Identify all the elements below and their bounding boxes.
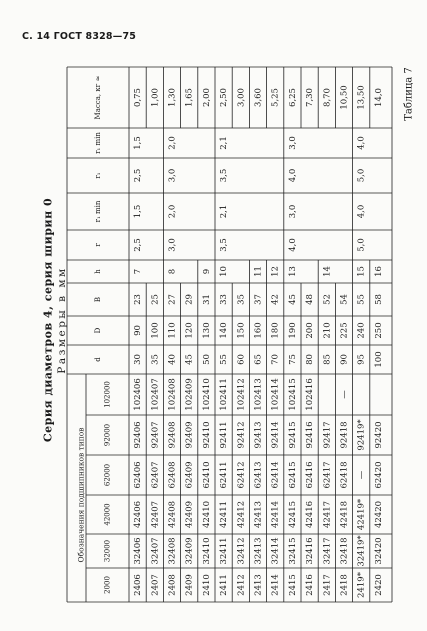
column-header: Масса, кг ≈ [94,75,102,120]
table-cell: 62413 [253,461,264,489]
table-cell: 32410 [201,537,212,565]
table-cell: 32417 [322,537,333,565]
table-cell: 32416 [305,537,316,565]
table-cell: 102416 [305,378,316,411]
table-cell: 32411 [219,537,230,565]
table-cell: 48 [305,294,316,305]
table-cell: 102407 [150,378,161,411]
table-cell: 90 [339,354,350,365]
table-cell: 14,0 [373,88,384,107]
table-cell: 30 [133,354,144,365]
table-cell: 55 [356,294,367,305]
table-cell: — [339,390,350,399]
table-cell: 42409 [184,500,195,529]
table-cell: 0,75 [133,88,144,107]
table-cell: 92413 [253,421,264,449]
table-cell: 12 [270,266,281,277]
table-cell: 92419* [356,419,367,451]
table-cell: 1,5 [133,204,144,219]
table-cell: 32413 [253,537,264,565]
table-cell: 31 [201,294,212,305]
table-cell: 2407 [150,574,161,596]
table-cell: 42420 [373,500,384,529]
table-cell: 62412 [236,461,247,489]
column-header: D [94,327,102,334]
table-cell: 1,00 [150,88,161,107]
table-cell: 3,5 [219,168,230,183]
table-cell: 45 [287,294,298,305]
table-cell: 42415 [287,500,298,529]
table-cell: 85 [322,354,333,365]
table-cell: 102411 [219,378,230,411]
table-cell: 92416 [305,421,316,449]
table-cell: 92417 [322,421,333,449]
table-cell: 1,30 [167,88,178,107]
table-cell: 3,60 [253,88,264,107]
table-cell: 2409 [184,574,195,596]
table-cell: 10,50 [339,85,350,110]
table-cell: 13 [287,266,298,277]
table-cell: 130 [201,322,212,339]
table-cell: 62409 [184,461,195,489]
table-cell: 45 [184,354,195,365]
table-cell: 100 [150,322,161,339]
table-cell: 2,0 [167,204,178,219]
table-cell: 35 [236,294,247,305]
table-cell: 3,00 [236,88,247,107]
table-cell: 58 [373,294,384,305]
table-cell: 62414 [270,461,281,489]
table-cell: 32409 [184,537,195,565]
table-cell: 2410 [201,574,212,596]
table-cell: 32418 [339,537,350,565]
table-cell: 62407 [150,461,161,489]
table-cell: 92418 [339,421,350,449]
table-cell: 92408 [167,421,178,449]
table-cell: 2,5 [133,168,144,183]
table-cell: 60 [236,354,247,365]
table-cell: 35 [150,354,161,365]
table-cell: 240 [356,322,367,339]
table-cell: 4,0 [356,204,367,219]
table-cell: 102415 [287,378,298,411]
column-header: B [94,296,102,303]
table-cell: — [356,470,367,480]
table-cell: 11 [253,266,264,277]
table-cell: 25 [150,294,161,305]
table-cell: 42406 [133,500,144,529]
table-cell: 62406 [133,461,144,489]
table-cell: 140 [219,322,230,339]
table-cell: 102408 [167,378,178,411]
table-cell: 42417 [322,500,333,529]
table-cell: 4,0 [287,168,298,183]
table-cell: 3,5 [219,238,230,252]
table-cell: 2406 [133,574,144,596]
table-cell: 15 [356,266,367,277]
table-cell: 92407 [150,421,161,449]
table-cell: 102410 [201,378,212,411]
table-cell: 32412 [236,537,247,565]
table-cell: 102406 [133,378,144,411]
table-cell: 2417 [322,574,333,596]
table-cell: 37 [253,294,264,305]
table-cell: 2413 [253,574,264,596]
table-cell: 42419* [356,498,367,531]
table-cell: 42418 [339,500,350,529]
table-cell: 32420 [373,537,384,565]
column-header: h [94,269,102,274]
table-cell: 62410 [201,461,212,489]
column-header: 92000 [103,423,112,447]
table-cell: 42407 [150,500,161,529]
table-cell: 2416 [305,574,316,596]
column-header: r₁ min [94,200,102,223]
table-cell: 160 [253,322,264,339]
table-cell: 65 [253,354,264,365]
table-cell: 5,0 [356,168,367,183]
table-cell: 1,5 [133,136,144,150]
table-cell: 2412 [236,574,247,596]
table-cell: 3,0 [287,204,298,219]
table-cell: 62411 [219,461,230,489]
table-cell: 27 [167,294,178,305]
dimensions-label: Размеры в мм [56,266,68,374]
table-cell: 2,5 [133,238,144,252]
table-cell: 102414 [270,378,281,411]
table-cell: 4,0 [356,136,367,150]
table-cell: 8 [167,268,178,275]
table-cell: 13,50 [356,85,367,110]
column-header: r₁ min [94,132,102,154]
table-cell: 32414 [270,537,281,565]
table-cell: 42412 [236,500,247,529]
table-cell: 120 [184,322,195,339]
table-cell: 92409 [184,421,195,449]
table-cell: 7,30 [305,88,316,107]
table-cell: 2415 [287,574,298,596]
table-cell: 2,0 [167,136,178,150]
column-header: 2000 [103,576,112,594]
table-cell: 62418 [339,461,350,489]
table-cell: 40 [167,354,178,365]
table-cell: 210 [322,322,333,339]
table-cell: 10 [219,266,230,277]
table-cell: 14 [322,266,333,277]
page-header: С. 14 ГОСТ 8328—75 [22,31,137,42]
table-cell: 80 [305,354,316,365]
table-cell: 32419* [356,535,367,567]
table-label: Таблица 7 [403,67,415,121]
column-header: r [94,243,102,247]
column-header: 42000 [103,503,112,526]
table-cell: 92415 [287,421,298,449]
table-cell: 5,0 [356,238,367,252]
table-cell: 2418 [339,574,350,596]
table-cell: 3,0 [167,238,178,252]
table-cell: 2408 [167,574,178,596]
table-cell: 50 [201,354,212,365]
table-cell: 52 [322,294,333,305]
table-cell: 42413 [253,500,264,529]
table-cell: 7 [133,268,144,275]
table-cell: 70 [270,354,281,365]
table-cell: 42410 [201,500,212,529]
table-cell: 225 [339,322,350,339]
table-cell: 2,1 [219,204,230,219]
table-cell: 9 [201,268,212,275]
column-header: 32000 [103,539,112,563]
table-cell: 62420 [373,461,384,489]
table-cell: 92411 [219,421,230,449]
table-cell: 23 [133,294,144,305]
table-cell: 75 [287,354,298,365]
table-cell: 5,25 [270,88,281,107]
column-header: 62000 [103,463,112,487]
table-cell: 92414 [270,421,281,449]
table-cell: 55 [219,354,230,365]
table-cell: 3,0 [167,168,178,183]
table-cell: 250 [373,322,384,339]
table-cell: 54 [339,294,350,305]
table-cell: 4,0 [287,238,298,252]
table-cell: 16 [373,266,384,277]
table-cell: 102413 [253,378,264,411]
table-cell: 180 [270,322,281,339]
column-header: r₁ [94,172,102,179]
table-cell: 2414 [270,574,281,596]
table-cell: 2,00 [201,88,212,107]
table-cell: 200 [305,322,316,339]
table-cell: 2420 [373,574,384,596]
table-cell: 100 [373,351,384,368]
group-header: Обозначения подшипников типов [76,427,86,563]
table-cell: 42411 [219,500,230,529]
table-cell: 190 [287,322,298,339]
column-header: d [94,357,102,362]
table-cell: 42408 [167,500,178,529]
table-cell: 90 [133,325,144,336]
table-cell: 1,65 [184,88,195,107]
table-cell: 92410 [201,421,212,449]
table-cell: 29 [184,294,195,305]
table-cell: 42416 [305,500,316,529]
table-cell: 102412 [236,378,247,411]
table-cell: 6,25 [287,88,298,107]
table-cell: 62416 [305,461,316,489]
table-cell: 32406 [133,537,144,565]
table-cell: 2,1 [219,136,230,150]
table-cell: 95 [356,354,367,365]
table-cell: 102409 [184,378,195,411]
column-header: 102000 [103,381,112,408]
table-cell: 8,70 [322,88,333,107]
table-cell: 62415 [287,461,298,489]
series-title: Серия диаметров 4, серия ширин 0 [41,197,55,443]
table-cell: 42 [270,294,281,305]
table-body [133,85,384,598]
table-cell: 32408 [167,537,178,565]
table-cell: 92406 [133,421,144,449]
table-cell: 32407 [150,537,161,565]
table-cell: 2411 [219,574,230,596]
table-header-row [94,75,112,594]
table-cell: 2,50 [219,88,230,107]
table-cell: 2419* [356,572,367,598]
table-cell: 150 [236,322,247,339]
table-cell: 92412 [236,421,247,449]
table-cell: 110 [167,322,178,339]
table-cell: 92420 [373,421,384,449]
table-cell: 42414 [270,500,281,529]
table-cell: 62417 [322,461,333,489]
table-cell: 33 [219,294,230,305]
table-cell: 32415 [287,537,298,565]
table-cell: 62408 [167,461,178,489]
table-cell: 3,0 [287,136,298,150]
